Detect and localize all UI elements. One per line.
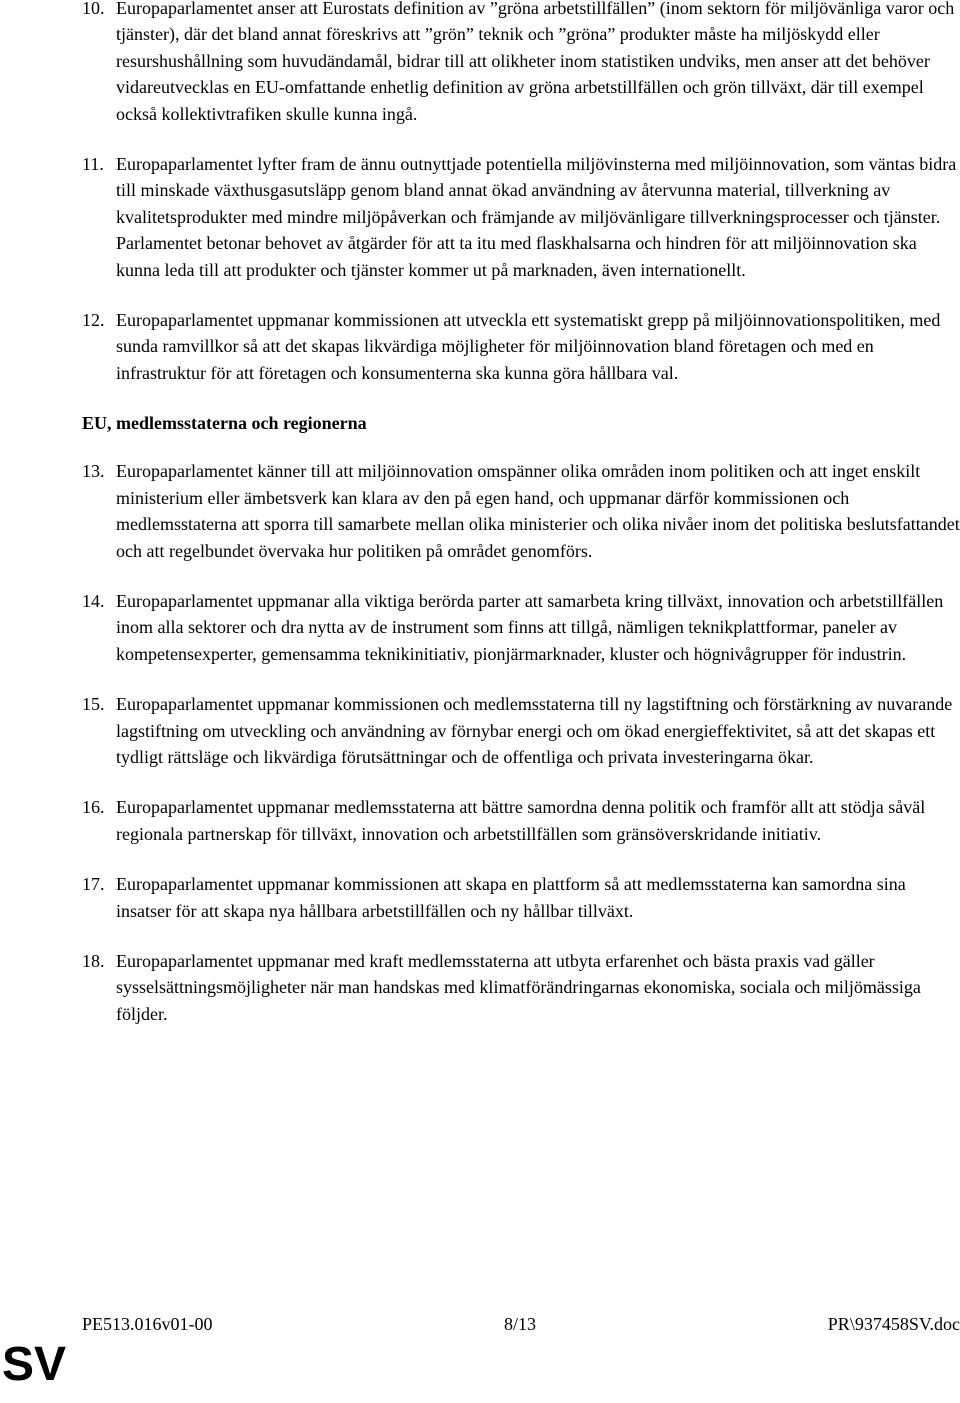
paragraph-15	[82, 691, 960, 770]
paragraph-number: 17.	[82, 874, 105, 895]
paragraph-number: 14.	[82, 590, 105, 611]
language-code: SV	[2, 1338, 67, 1391]
paragraph-text: Europaparlamentet uppmanar medlemsstaterna att bättre samordna denna politik och framför allt att stödja såväl regionala partnerskap för tillväxt, innovation och arbetstillfällen som gränsöverskridande initiativ.	[116, 797, 926, 844]
paragraph-text: Europaparlamentet känner till att miljöinnovation omspänner olika områden inom politiken och att inget enskilt ministerium eller ämbetsverk kan klara av den på egen hand, och uppmanar därför kommissionen och medlemsstaterna att sporra till samarbete mellan olika ministerier och olika nivåer inom det politiska beslutsfattandet och att regelbundet övervaka hur politiken på området genomförs.	[116, 461, 960, 561]
section-heading: EU, medlemsstaterna och regionerna	[82, 413, 367, 434]
paragraph-16	[82, 794, 960, 847]
paragraph-18	[82, 948, 960, 1027]
paragraph-text: Europaparlamentet uppmanar kommissionen att utveckla ett systematiskt grepp på miljöinnovationspolitiken, med sunda ramvillkor så att det skapas likvärdiga möjligheter för miljöinnovation bland företagen och med en infrastruktur för att företagen och konsumenterna ska kunna göra hållbara val.	[116, 310, 941, 383]
paragraph-number: 11.	[82, 154, 104, 175]
paragraph-number: 12.	[82, 310, 105, 331]
paragraph-17	[82, 871, 960, 924]
paragraph-11	[82, 151, 960, 283]
document-body	[82, 0, 960, 1051]
paragraph-12	[82, 307, 960, 386]
document-reference: PE513.016v01-00	[82, 1314, 213, 1334]
paragraph-number: 13.	[82, 461, 105, 482]
paragraph-number: 16.	[82, 797, 105, 818]
page-number: 8/13	[504, 1314, 537, 1334]
file-name: PR\937458SV.doc	[827, 1314, 960, 1334]
paragraph-14	[82, 588, 960, 667]
paragraph-text: Europaparlamentet uppmanar kommissionen och medlemsstaterna till ny lagstiftning och förstärkning av nuvarande lagstiftning om utveckling och användning av förnybar energi och om ökad energieffektivitet, så att det skapas ett tydligt rättsläge och likvärdiga förutsättningar och de offentliga och privata investeringarna ökar.	[116, 694, 953, 767]
paragraph-text: Europaparlamentet anser att Eurostats definition av ”gröna arbetstillfällen” (inom sektorn för miljövänliga varor och tjänster), där det bland annat föreskrivs att ”grön” teknik och ”gröna” produkter måste ha miljöskydd eller resurshushållning som huvudändamål, bidrar till att olikheter inom statistiken undviks, men anser att det behöver vidareutvecklas en EU-omfattande enhetlig definition av gröna arbetstillfällen och grön tillväxt, där till exempel också kollektivtrafiken skulle kunna ingå.	[116, 0, 955, 124]
paragraph-text: Europaparlamentet lyfter fram de ännu outnyttjade potentiella miljövinsterna med miljöinnovation, som väntas bidra till minskade växthusgasutsläpp genom bland annat ökad användning av återvunna material, tillverkning av kvalitetsprodukter med mindre miljöpåverkan och främjande av miljövänligare tillverkningsprocesser och tjänster. Parlamentet betonar behovet av åtgärder för att ta itu med flaskhalsarna och hindren för att miljöinnovation ska kunna leda till att produkter och tjänster kommer ut på marknaden, även internationellt.	[116, 154, 957, 280]
paragraph-number: 10.	[82, 0, 105, 18]
paragraph-10	[82, 0, 960, 127]
paragraph-number: 18.	[82, 950, 105, 971]
paragraph-text: Europaparlamentet uppmanar alla viktiga berörda parter att samarbeta kring tillväxt, innovation och arbetstillfällen inom alla sektorer och dra nytta av de instrument som finns att tillgå, nämligen teknikplattformar, paneler av kompetensexperter, gemensamma teknikinitiativ, pionjärmarknader, kluster och högnivågrupper för industrin.	[116, 590, 944, 664]
paragraph-number: 15.	[82, 694, 105, 715]
paragraph-text: Europaparlamentet uppmanar med kraft medlemsstaterna att utbyta erfarenhet och bästa praxis vad gäller sysselsättningsmöjligheter när man handskas med klimatförändringarnas ekonomiska, sociala och miljömässiga följder.	[116, 950, 921, 1024]
paragraph-13	[82, 458, 960, 564]
paragraph-text: Europaparlamentet uppmanar kommissionen att skapa en plattform så att medlemsstaterna kan samordna sina insatser för att skapa nya hållbara arbetstillfällen och ny hållbar tillväxt.	[116, 874, 906, 921]
